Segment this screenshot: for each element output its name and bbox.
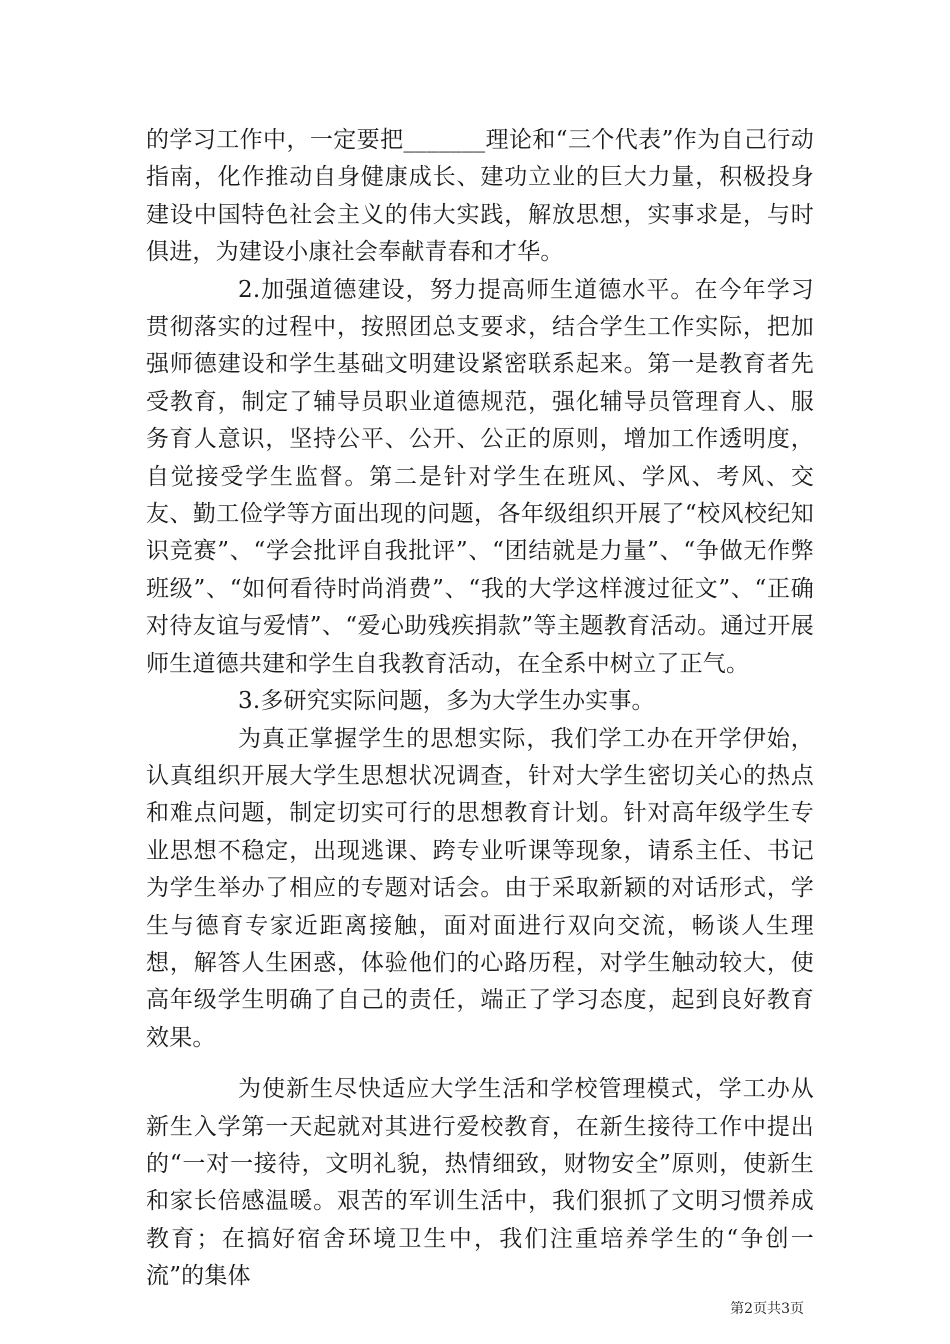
paragraph-student-survey: 为真正掌握学生的思想实际，我们学工办在开学伊始，认真组织开展大学生思想状况调查，针对大学生密切关心的热点和难点问题，制定切实可行的思想教育计划。针对高年级学生专业思想不稳定，出现逃课、跨专业听课等现象，请系主任、书记为学生举办了相应的专题对话会。由于采取新颖的对话形式，学生与德育专家近距离接触，面对面进行双向交流，畅谈人生理想，解答人生困惑，体验他们的心路历程，对学生触动较大，使高年级学生明确了自己的责任，端正了学习态度，起到良好教育效果。 xyxy=(146,725,814,1051)
paragraph-continuation: 的学习工作中，一定要把_______理论和“三个代表”作为自己行动指南，化作推动自身健康成长、建功立业的巨大力量，积极投身建设中国特色社会主义的伟大实践，解放思想，实事求是，与时俱进，为建设小康社会奉献青春和才华。 xyxy=(146,127,814,266)
paragraph-moral-construction: 2.加强道德建设，努力提高师生道德水平。在今年学习贯彻落实的过程中，按照团总支要求，结合学生工作实际，把加强师德建设和学生基础文明建设紧密联系起来。第一是教育者先受教育，制定了辅导员职业道德规范，强化辅导员管理育人、服务育人意识，坚持公平、公开、公正的原则，增加工作透明度，自觉接受学生监督。第二是针对学生在班风、学风、考风、交友、勤工俭学等方面出现的问题，各年级组织开展了“校风校纪知识竞赛”、“学会批评自我批评”、“团结就是力量”、“争做无作弊班级”、“如何看待时尚消费”、“我的大学这样渡过征文”、“正确对待友谊与爱情”、“爱心助残疾捐款”等主题教育活动。通过开展师生道德共建和学生自我教育活动，在全系中树立了正气。 xyxy=(146,276,814,677)
paragraph-heading-practical-issues: 3.多研究实际问题，多为大学生办实事。 xyxy=(238,688,655,715)
paragraph-freshman-education: 为使新生尽快适应大学生活和学校管理模式，学工办从新生入学第一天起就对其进行爱校教育，在新生接待工作中提出的“一对一接待，文明礼貌，热情细致，财物安全”原则，使新生和家长倍感温暖。艰苦的军训生活中，我们狠抓了文明习惯养成教育；在搞好宿舍环境卫生中，我们注重培养学生的“争创一流”的集体 xyxy=(146,1076,814,1290)
document-body xyxy=(146,122,814,1296)
page-number: 第2页共3页 xyxy=(730,1301,804,1317)
